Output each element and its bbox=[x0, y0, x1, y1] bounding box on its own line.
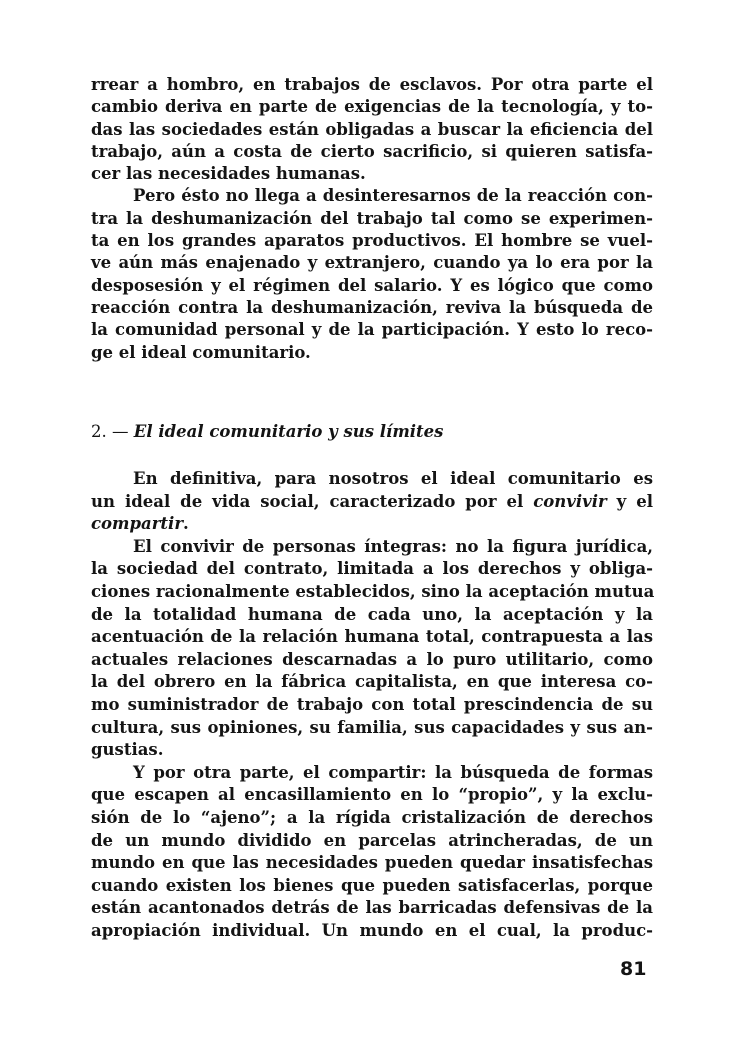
section-body bbox=[91, 468, 653, 942]
text-line: ciones racionalmente establecidos, sino la aceptación mutua bbox=[91, 581, 655, 601]
text-line: la comunidad personal y de la participación. Y esto lo reco- bbox=[91, 320, 653, 340]
page-number: 81 bbox=[620, 958, 647, 980]
section-number: 2. — bbox=[91, 422, 129, 441]
text-line: gustias. bbox=[91, 740, 164, 760]
text-line: acentuación de la relación humana total, contrapuesta a las bbox=[91, 627, 653, 647]
top-text-block bbox=[91, 74, 653, 364]
text-line: El convivir de personas íntegras: no la figura jurídica, bbox=[133, 536, 653, 556]
text-line: mundo en que las necesidades pueden quedar insatisfechas bbox=[91, 853, 653, 873]
text-line: cambio deriva en parte de exigencias de la tecnología, y to- bbox=[91, 97, 653, 117]
text-segment: un ideal de vida social, caracterizado por el bbox=[91, 491, 524, 511]
text-line: das las sociedades están obligadas a buscar la eficiencia del bbox=[91, 119, 653, 139]
text-line: Pero ésto no llega a desinteresarnos de la reacción con- bbox=[133, 186, 653, 206]
text-line: cuando existen los bienes que pueden satisfacerlas, porque bbox=[91, 875, 653, 895]
text-line: de la totalidad humana de cada uno, la aceptación y la bbox=[91, 604, 653, 624]
text-line: tra la deshumanización del trabajo tal como se experimen- bbox=[91, 208, 653, 228]
emphasis-convivir: convivir bbox=[533, 491, 607, 511]
text-line: la sociedad del contrato, limitada a los derechos y obliga- bbox=[91, 559, 653, 579]
text-line: ge el ideal comunitario. bbox=[91, 342, 311, 362]
text-line: reacción contra la deshumanización, reviva la búsqueda de bbox=[91, 297, 653, 317]
text-line: que escapen al encasillamiento en lo “propio”, y la exclu- bbox=[91, 785, 653, 805]
text-line bbox=[91, 491, 653, 514]
text-line: rrear a hombro, en trabajos de esclavos. Por otra parte el bbox=[91, 75, 653, 94]
text-line: actuales relaciones descarnadas a lo puro utilitario, como bbox=[91, 649, 653, 669]
text-line: trabajo, aún a costa de cierto sacrificio, si quieren satisfa- bbox=[91, 141, 653, 161]
section-heading bbox=[91, 421, 443, 443]
text-line: cer las necesidades humanas. bbox=[91, 164, 366, 184]
text-line: la del obrero en la fábrica capitalista, en que interesa co- bbox=[91, 672, 653, 692]
text-line: mo suministrador de trabajo con total prescindencia de su bbox=[91, 694, 653, 714]
section-title: El ideal comunitario y sus límites bbox=[133, 422, 444, 441]
text-segment: . bbox=[183, 514, 189, 534]
text-line: ta en los grandes aparatos productivos. El hombre se vuel- bbox=[91, 231, 653, 251]
text-line: En definitiva, para nosotros el ideal comunitario es bbox=[133, 469, 653, 488]
text-line: ve aún más enajenado y extranjero, cuando ya lo era por la bbox=[91, 253, 653, 273]
text-line: están acantonados detrás de las barricadas defensivas de la bbox=[91, 898, 653, 918]
text-line: Y por otra parte, el compartir: la búsqueda de formas bbox=[133, 762, 653, 782]
text-line: cultura, sus opiniones, su familia, sus capacidades y sus an- bbox=[91, 717, 653, 737]
text-line bbox=[91, 513, 653, 536]
text-segment: y el bbox=[616, 491, 653, 511]
emphasis-compartir: compartir bbox=[91, 514, 184, 534]
text-line: de un mundo dividido en parcelas atrincheradas, de un bbox=[91, 830, 653, 850]
text-line: apropiación individual. Un mundo en el cual, la produc- bbox=[91, 920, 653, 940]
text-line: desposesión y el régimen del salario. Y es lógico que como bbox=[91, 275, 653, 295]
text-line: sión de lo “ajeno”; a la rígida cristalización de derechos bbox=[91, 807, 653, 827]
